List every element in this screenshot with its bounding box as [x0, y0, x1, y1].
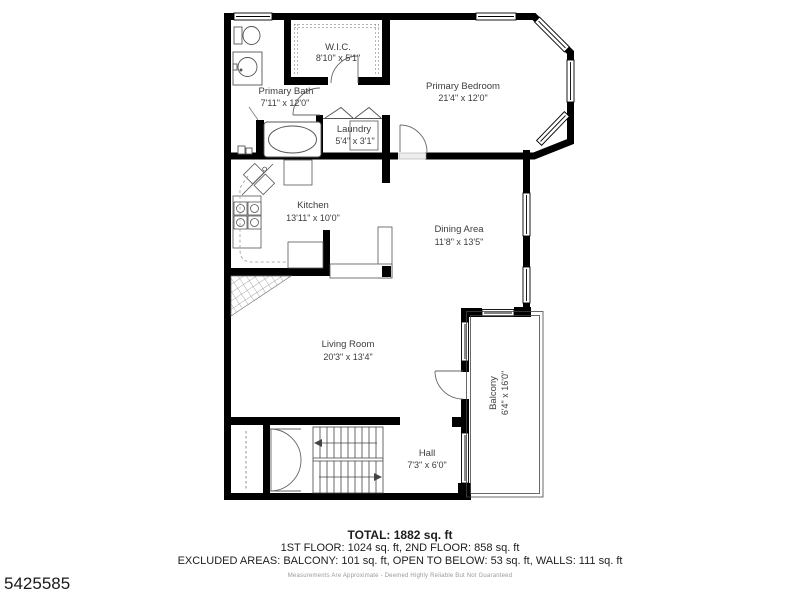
- staircase: [313, 427, 383, 493]
- room-label-balcony: Balcony: [488, 376, 499, 410]
- laundry-bifold-doors: [323, 108, 382, 119]
- room-dims-kitchen: 13'11" x 10'0": [286, 213, 340, 223]
- bath-partition-line: [249, 107, 258, 120]
- room-label-living: Living Room: [321, 339, 375, 350]
- room-dims-bath: 7'11" x 12'0": [260, 98, 310, 108]
- room-dims-hall: 7'3" x 6'0": [407, 460, 447, 470]
- excluded-areas-text: EXCLUDED AREAS: BALCONY: 101 sq. ft, OPEN TO BELOW: 53 sq. ft, WALLS: 111 sq. ft: [177, 555, 623, 567]
- room-label-bedroom: Primary Bedroom: [426, 81, 500, 92]
- bedroom-door-threshold: [399, 153, 426, 159]
- closet-double-door: [270, 429, 301, 491]
- window-top-right: [476, 13, 516, 20]
- room-dims-bedroom: 21'4" x 12'0": [438, 93, 488, 103]
- room-dims-living: 20'3" x 13'4": [323, 352, 373, 362]
- area-summary: [0, 529, 800, 579]
- room-label-laundry: Laundry: [336, 124, 372, 135]
- disclaimer-text: Measurements Are Approximate - Deemed Highly Reliable But Not Guaranteed: [287, 573, 513, 579]
- total-area-text: TOTAL: 1882 sq. ft: [347, 528, 453, 542]
- room-label-hall: Hall: [418, 448, 436, 459]
- dining-counter: [330, 227, 392, 278]
- room-label-wic: W.I.C.: [325, 42, 351, 53]
- living-balcony-window: [462, 322, 469, 361]
- room-label-dining: Dining Area: [434, 224, 484, 235]
- dining-window-lower: [523, 267, 530, 303]
- kitchen-peninsula-counter: [284, 160, 312, 185]
- toilet-icon: [234, 27, 260, 45]
- kitchen-sink-icon: [243, 160, 278, 195]
- open-to-below-hatch: [231, 276, 291, 316]
- hall-balcony-window: [462, 433, 469, 483]
- bay-window-upper: [535, 17, 570, 52]
- room-dims-laundry: 5'4" x 3'1": [335, 136, 375, 146]
- room-dims-wic: 8'10" x 5'1": [315, 53, 361, 63]
- room-dims-balcony: 6'4" x 16'0": [500, 370, 510, 416]
- room-label-kitchen: Kitchen: [297, 200, 329, 211]
- window-top-left: [234, 13, 272, 20]
- bedroom-door: [400, 125, 427, 152]
- room-label-bath: Primary Bath: [258, 86, 314, 97]
- bathroom-sink-icon: [233, 52, 262, 85]
- listing-number: 5425585: [4, 574, 71, 593]
- room-dims-dining: 11'8" x 13'5": [434, 237, 484, 247]
- dining-window-upper: [523, 193, 530, 236]
- room-label-balcony-group: [488, 371, 510, 415]
- tub-faucet-icon: [238, 146, 252, 154]
- balcony-door: [435, 371, 463, 399]
- bay-window-middle: [567, 60, 574, 102]
- floor-areas-text: 1ST FLOOR: 1024 sq. ft, 2ND FLOOR: 858 sq. ft: [280, 542, 520, 554]
- kitchen-lower-counter: [288, 242, 323, 268]
- bathtub-icon: [264, 122, 321, 157]
